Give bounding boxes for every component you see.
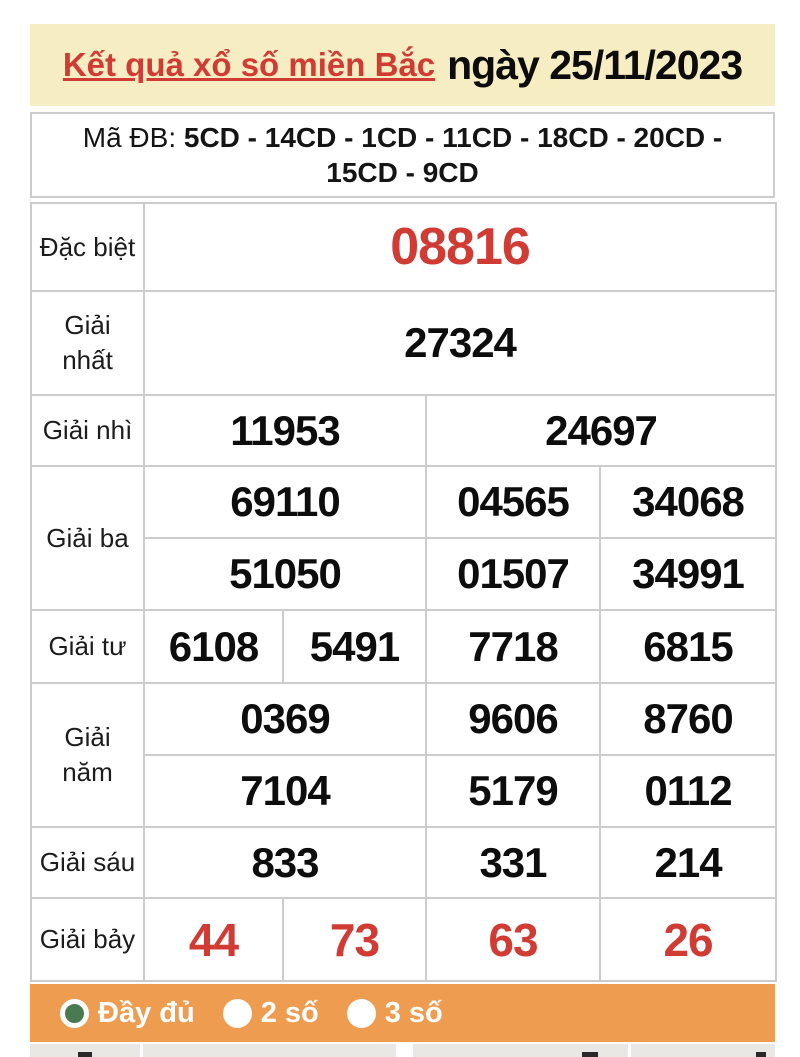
prize-label-giai-tu: Giải tư xyxy=(31,610,144,683)
results-table xyxy=(30,202,777,982)
view-options-bar xyxy=(30,984,775,1042)
prize-value: 04565 xyxy=(426,466,600,538)
prize-value: 9606 xyxy=(426,683,600,755)
cell-divider xyxy=(140,1044,143,1057)
prize-label-giai-bay: Giải bảy xyxy=(31,898,144,981)
radio-icon[interactable] xyxy=(223,999,252,1028)
prize-value: 69110 xyxy=(144,466,426,538)
radio-icon[interactable] xyxy=(60,999,89,1028)
clipped-text-mark xyxy=(78,1052,92,1057)
prize-value: 5491 xyxy=(283,610,426,683)
prize-value: 01507 xyxy=(426,538,600,610)
prize-value: 34991 xyxy=(600,538,776,610)
clipped-text-mark xyxy=(582,1052,598,1057)
page-content xyxy=(30,24,775,1057)
clipped-text-mark xyxy=(756,1052,766,1057)
prize-value: 34068 xyxy=(600,466,776,538)
prize-value: 63 xyxy=(426,898,600,981)
radio-option-label: 2 số xyxy=(260,996,319,1029)
table-row xyxy=(31,898,776,981)
results-date: ngày 25/11/2023 xyxy=(447,41,743,88)
prize-label-giai-nhat: Giải nhất xyxy=(31,291,144,395)
prize-value: 24697 xyxy=(426,395,776,466)
next-table-partial-row xyxy=(30,1044,775,1057)
table-row xyxy=(31,827,776,898)
cell-divider xyxy=(628,1044,631,1057)
prize-value: 833 xyxy=(144,827,426,898)
table-row xyxy=(31,203,776,291)
title-band xyxy=(30,24,775,106)
prize-value: 26 xyxy=(600,898,776,981)
prize-value: 08816 xyxy=(144,203,776,291)
prize-value: 0112 xyxy=(600,755,776,827)
radio-option-label: Đầy đủ xyxy=(98,996,195,1029)
table-row xyxy=(31,466,776,538)
prize-value: 44 xyxy=(144,898,283,981)
special-code-line xyxy=(44,120,761,190)
prize-value: 214 xyxy=(600,827,776,898)
prize-value: 5179 xyxy=(426,755,600,827)
prize-label-giai-nam: Giải năm xyxy=(31,683,144,827)
prize-value: 7718 xyxy=(426,610,600,683)
prize-label-giai-sau: Giải sáu xyxy=(31,827,144,898)
cell-divider xyxy=(396,1044,413,1057)
prize-value: 8760 xyxy=(600,683,776,755)
prize-label-giai-nhi: Giải nhì xyxy=(31,395,144,466)
special-code-values: 5CD - 14CD - 1CD - 11CD - 18CD - 20CD - 15CD - 9CD xyxy=(183,122,723,188)
table-row xyxy=(31,683,776,755)
prize-value: 11953 xyxy=(144,395,426,466)
radio-option-2-so[interactable] xyxy=(223,997,319,1030)
radio-icon[interactable] xyxy=(347,999,376,1028)
prize-label-dac-biet: Đặc biệt xyxy=(31,203,144,291)
special-code-box xyxy=(30,112,775,198)
radio-option-day-du[interactable] xyxy=(60,997,195,1030)
table-row xyxy=(31,610,776,683)
results-title-link[interactable]: Kết quả xổ số miền Bắc xyxy=(62,46,436,83)
table-row xyxy=(31,291,776,395)
radio-option-3-so[interactable] xyxy=(347,997,443,1030)
prize-label-giai-ba: Giải ba xyxy=(31,466,144,610)
prize-value: 6815 xyxy=(600,610,776,683)
prize-value: 51050 xyxy=(144,538,426,610)
prize-value: 73 xyxy=(283,898,426,981)
table-row xyxy=(31,395,776,466)
prize-value: 6108 xyxy=(144,610,283,683)
prize-value: 27324 xyxy=(144,291,776,395)
radio-option-label: 3 số xyxy=(384,996,443,1029)
prize-value: 0369 xyxy=(144,683,426,755)
prize-value: 7104 xyxy=(144,755,426,827)
special-code-prefix: Mã ĐB: xyxy=(82,122,177,153)
prize-value: 331 xyxy=(426,827,600,898)
